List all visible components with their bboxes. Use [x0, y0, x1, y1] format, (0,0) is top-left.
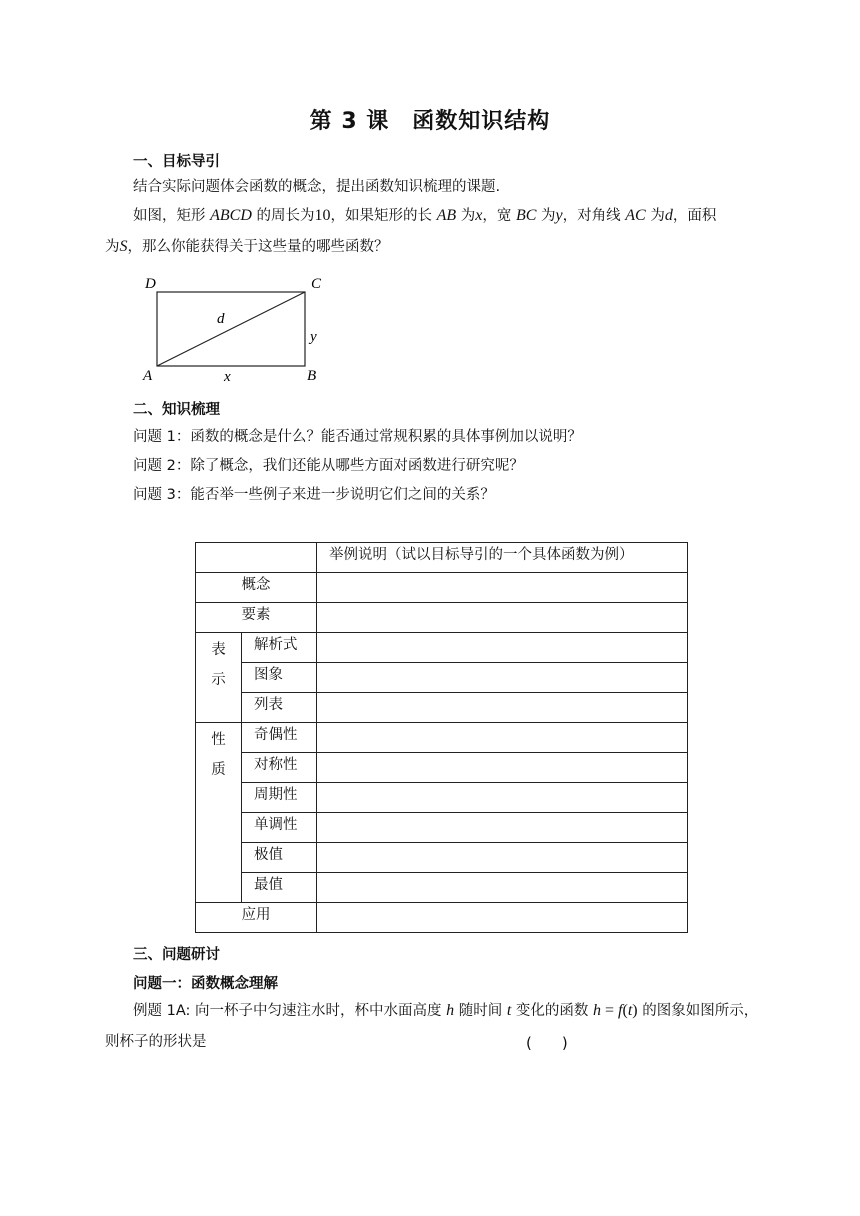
row-label-monotonicity: 单调性: [242, 813, 317, 843]
text-run: ，宽: [482, 208, 516, 224]
math-var: t: [506, 1002, 512, 1019]
row-label-concept: 概念: [196, 573, 317, 603]
row-label-application: 应用: [196, 903, 317, 933]
text-run: ，那么你能获得关于这些量的哪些函数？: [127, 239, 389, 255]
goal-paragraph: 结合实际问题体会函数的概念，提出函数知识梳理的课题.: [133, 179, 501, 195]
text-run: ，对角线: [562, 208, 626, 224]
math-var: f: [618, 1002, 623, 1019]
math-var: AC: [625, 207, 646, 224]
label-side-y: y: [310, 329, 317, 345]
row-label-max-min: 最值: [242, 873, 317, 903]
row-label-elements: 要素: [196, 603, 317, 633]
math-var: t: [627, 1002, 633, 1019]
text-run: 变化的函数: [511, 1003, 593, 1019]
table-cell-answer[interactable]: [317, 603, 688, 633]
table-row: [196, 873, 688, 903]
row-label-graph: 图象: [242, 663, 317, 693]
question-1: 问题 1：函数的概念是什么？能否通过常规积累的具体事例加以说明？: [133, 429, 582, 445]
math-var: x: [475, 207, 483, 224]
table-cell-answer[interactable]: [317, 663, 688, 693]
table-cell-answer[interactable]: [317, 873, 688, 903]
text-run: ，面积: [672, 208, 717, 224]
math-op: =: [601, 1002, 619, 1019]
math-var: AB: [436, 207, 457, 224]
text-run: 为: [456, 208, 476, 224]
section-heading-goal: 一、目标导引: [133, 154, 220, 170]
group-char: 示: [211, 672, 226, 688]
text-run: 例题 1A: 向一杯子中匀速注水时，杯中水面高度: [133, 1003, 447, 1019]
subsection-heading: 问题一：函数概念理解: [133, 976, 278, 992]
row-label-formula: 解析式: [242, 633, 317, 663]
table-row: [196, 813, 688, 843]
knowledge-table: [195, 542, 688, 933]
problem-paragraph-line1: [133, 206, 716, 226]
math-var: ABCD: [210, 207, 252, 224]
group-label-properties: [196, 723, 242, 903]
table-cell-answer[interactable]: [317, 813, 688, 843]
table-row: [196, 693, 688, 723]
row-label-extremum: 极值: [242, 843, 317, 873]
example-line1: [133, 1001, 758, 1021]
table-row: [196, 663, 688, 693]
math-var: h: [593, 1002, 601, 1019]
text-run: 为: [645, 208, 665, 224]
text-run: 如图，矩形: [133, 208, 211, 224]
row-label-parity: 奇偶性: [242, 723, 317, 753]
text-run: 的周长为: [251, 208, 315, 224]
math-var: BC: [515, 207, 537, 224]
text-run: 的图象如图所示，: [637, 1003, 759, 1019]
table-row: [196, 543, 688, 573]
label-a-vertex: A: [143, 368, 153, 384]
math-var: h: [446, 1002, 455, 1019]
label-d-vertex: D: [145, 276, 156, 292]
math-op: ): [632, 1002, 638, 1019]
label-c-vertex: C: [311, 276, 322, 292]
section-heading-discussion: 三、问题研讨: [133, 947, 220, 963]
math-op: (: [622, 1002, 628, 1019]
group-label-representation: [196, 633, 242, 723]
table-row: [196, 843, 688, 873]
text-run: 随时间: [454, 1003, 507, 1019]
math-number: 10: [314, 207, 331, 224]
table-cell-answer[interactable]: [317, 723, 688, 753]
table-row: [196, 573, 688, 603]
page-title: 第 3 课 函数知识结构: [309, 109, 551, 134]
table-cell-answer[interactable]: [317, 843, 688, 873]
label-b-vertex: B: [307, 368, 317, 384]
table-row: [196, 903, 688, 933]
question-2: 问题 2：除了概念，我们还能从哪些方面对函数进行研究呢？: [133, 458, 524, 474]
table-cell-answer[interactable]: [317, 783, 688, 813]
group-char: 表: [211, 642, 226, 658]
row-label-symmetry: 对称性: [242, 753, 317, 783]
text-run: ，如果矩形的长: [330, 208, 437, 224]
rectangle-figure: [135, 272, 335, 388]
table-cell-answer[interactable]: [317, 693, 688, 723]
answer-bracket[interactable]: ( ): [526, 1034, 568, 1052]
table-cell-answer[interactable]: [317, 573, 688, 603]
table-cell-empty: [196, 543, 317, 573]
section-heading-review: 二、知识梳理: [133, 402, 220, 418]
math-var: d: [664, 207, 673, 224]
diagonal-ac: [157, 292, 305, 366]
text-run: 为: [536, 208, 556, 224]
table-header-example: 举例说明（试以目标导引的一个具体函数为例）: [317, 543, 688, 573]
math-var: y: [555, 207, 563, 224]
math-var: S: [119, 238, 128, 255]
text-run: 为: [105, 239, 120, 255]
label-side-x: x: [224, 369, 231, 385]
table-cell-answer[interactable]: [317, 903, 688, 933]
group-char: 质: [211, 762, 226, 778]
row-label-periodicity: 周期性: [242, 783, 317, 813]
problem-paragraph-line2: [105, 237, 389, 257]
table-row: [196, 603, 688, 633]
table-row: [196, 753, 688, 783]
table-row: [196, 633, 688, 663]
group-char: 性: [211, 732, 226, 748]
table-cell-answer[interactable]: [317, 633, 688, 663]
question-3: 问题 3：能否举一些例子来进一步说明它们之间的关系？: [133, 487, 495, 503]
row-label-list: 列表: [242, 693, 317, 723]
table-cell-answer[interactable]: [317, 753, 688, 783]
example-line2: 则杯子的形状是: [105, 1034, 207, 1050]
table-row: [196, 783, 688, 813]
table-row: [196, 723, 688, 753]
label-diagonal-d: d: [217, 311, 225, 327]
